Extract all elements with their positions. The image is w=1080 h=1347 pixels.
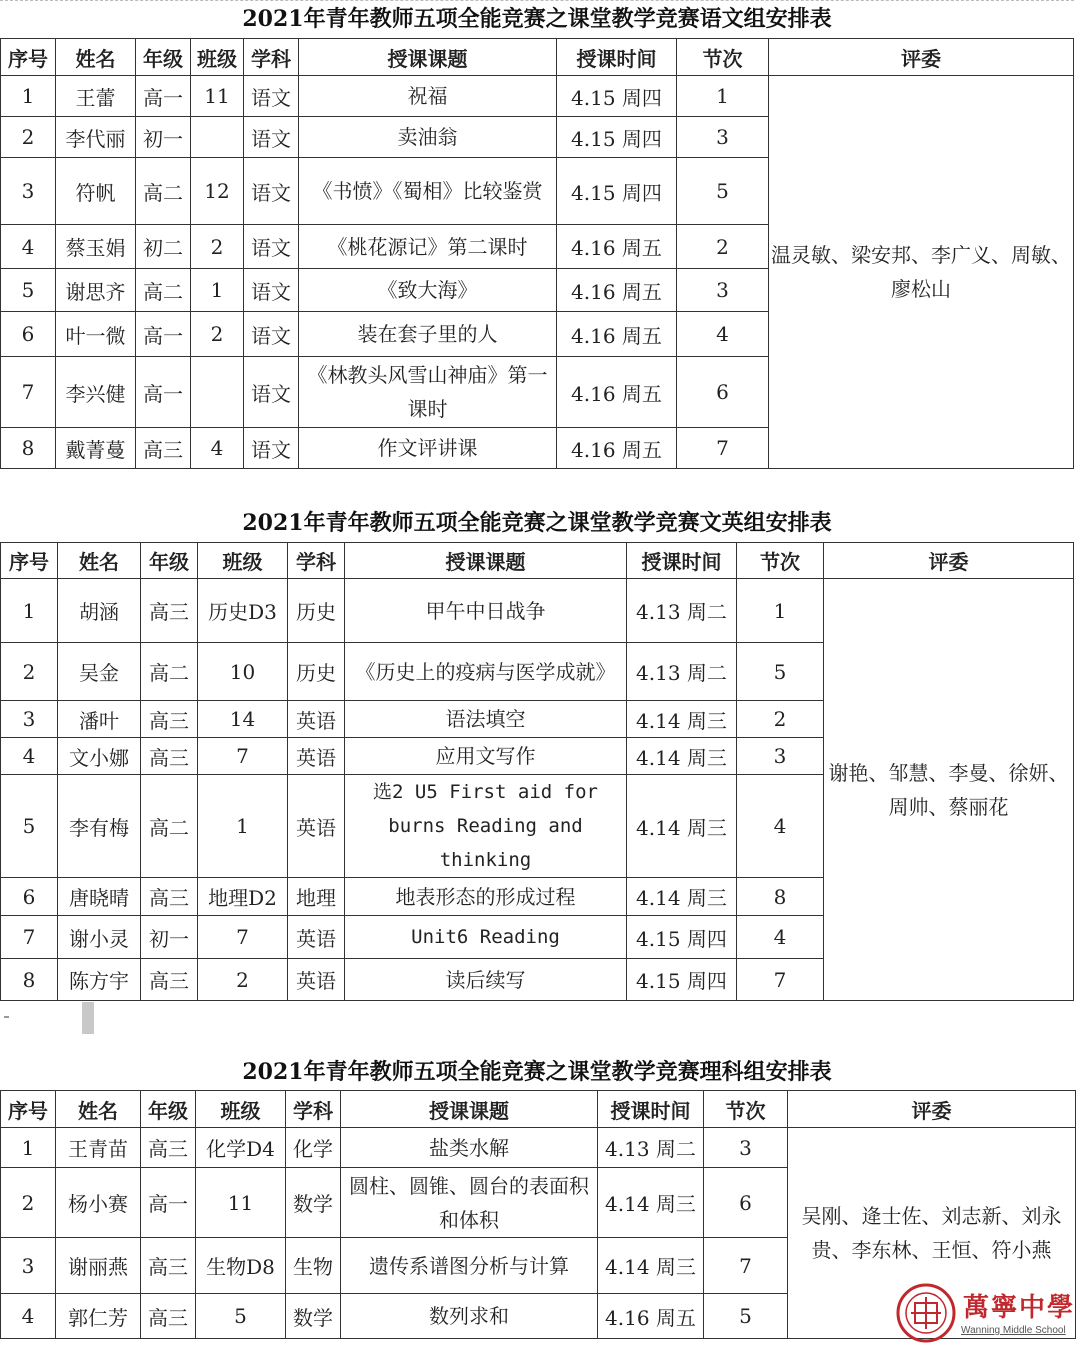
header-row bbox=[1, 543, 1074, 579]
cell-time: 4.14 周三 bbox=[627, 775, 737, 878]
cell-grade: 高二 bbox=[141, 643, 198, 701]
cell-subject: 数学 bbox=[286, 1168, 341, 1238]
header-cell: 节次 bbox=[737, 543, 824, 579]
cell-teacher-name: 蔡玉娟 bbox=[56, 225, 136, 269]
cell-grade: 高一 bbox=[136, 76, 191, 117]
cell-subject: 英语 bbox=[288, 701, 345, 738]
cell-judges: 温灵敏、梁安邦、李广义、周敏、廖松山 bbox=[769, 76, 1074, 469]
cell-period: 5 bbox=[677, 158, 769, 225]
cell-time: 4.16 周五 bbox=[557, 428, 677, 469]
cell-class: 7 bbox=[198, 738, 288, 775]
table-row bbox=[1, 76, 1074, 117]
cell-topic: 《致大海》 bbox=[299, 269, 557, 312]
cell-index: 2 bbox=[1, 1168, 56, 1238]
cell-time: 4.16 周五 bbox=[557, 357, 677, 428]
cell-time: 4.16 周五 bbox=[598, 1294, 704, 1339]
cell-period: 3 bbox=[704, 1128, 788, 1168]
cell-grade: 高三 bbox=[141, 701, 198, 738]
cell-topic: 甲午中日战争 bbox=[345, 579, 627, 643]
header-cell: 学科 bbox=[244, 39, 299, 76]
cell-topic: 作文评讲课 bbox=[299, 428, 557, 469]
cell-teacher-name: 唐晓晴 bbox=[58, 878, 141, 916]
header-cell: 年级 bbox=[141, 543, 198, 579]
header-cell: 序号 bbox=[1, 543, 58, 579]
cell-index: 1 bbox=[1, 579, 58, 643]
cell-grade: 高三 bbox=[141, 738, 198, 775]
cell-period: 1 bbox=[737, 579, 824, 643]
table-title-arts-english: 2021年青年教师五项全能竞赛之课堂教学竞赛文英组安排表 bbox=[242, 510, 832, 536]
header-cell: 序号 bbox=[1, 1091, 56, 1128]
header-cell: 学科 bbox=[288, 543, 345, 579]
cell-topic: 应用文写作 bbox=[345, 738, 627, 775]
cell-index: 7 bbox=[1, 357, 56, 428]
cell-period: 2 bbox=[737, 701, 824, 738]
cell-teacher-name: 郭仁芳 bbox=[56, 1294, 141, 1339]
cell-teacher-name: 李兴健 bbox=[56, 357, 136, 428]
header-cell: 班级 bbox=[198, 543, 288, 579]
cell-class: 10 bbox=[198, 643, 288, 701]
cell-topic: 读后续写 bbox=[345, 959, 627, 1001]
cell-time: 4.16 周五 bbox=[557, 225, 677, 269]
cell-class: 2 bbox=[191, 312, 244, 357]
header-cell: 班级 bbox=[196, 1091, 286, 1128]
cell-period: 3 bbox=[677, 117, 769, 158]
header-cell: 姓名 bbox=[56, 39, 136, 76]
cell-period: 6 bbox=[677, 357, 769, 428]
cell-index: 3 bbox=[1, 1238, 56, 1294]
cell-teacher-name: 杨小赛 bbox=[56, 1168, 141, 1238]
cell-grade: 高三 bbox=[141, 1238, 196, 1294]
page-top-border bbox=[0, 0, 1074, 3]
cell-grade: 高三 bbox=[141, 878, 198, 916]
cell-topic: Unit6 Reading bbox=[345, 916, 627, 959]
cell-subject: 语文 bbox=[244, 117, 299, 158]
cell-subject: 语文 bbox=[244, 158, 299, 225]
header-cell: 节次 bbox=[704, 1091, 788, 1128]
cell-teacher-name: 王蕾 bbox=[56, 76, 136, 117]
cell-subject: 英语 bbox=[288, 959, 345, 1001]
header-cell: 评委 bbox=[788, 1091, 1076, 1128]
schedule-table-arts-english bbox=[0, 542, 1074, 1001]
cell-subject: 英语 bbox=[288, 775, 345, 878]
header-cell: 姓名 bbox=[58, 543, 141, 579]
cell-subject: 语文 bbox=[244, 76, 299, 117]
cell-grade: 高三 bbox=[141, 1128, 196, 1168]
cell-class: 1 bbox=[198, 775, 288, 878]
cell-period: 7 bbox=[737, 959, 824, 1001]
cell-teacher-name: 戴菁蔓 bbox=[56, 428, 136, 469]
cell-grade: 初一 bbox=[141, 916, 198, 959]
cell-period: 8 bbox=[737, 878, 824, 916]
cell-topic: 《书愤》《蜀相》比较鉴赏 bbox=[299, 158, 557, 225]
cell-period: 4 bbox=[737, 916, 824, 959]
cell-grade: 高一 bbox=[136, 357, 191, 428]
cell-class: 1 bbox=[191, 269, 244, 312]
cell-period: 7 bbox=[704, 1238, 788, 1294]
cell-time: 4.13 周二 bbox=[627, 643, 737, 701]
cell-index: 5 bbox=[1, 775, 58, 878]
header-cell: 班级 bbox=[191, 39, 244, 76]
header-row bbox=[1, 39, 1074, 76]
cell-index: 4 bbox=[1, 225, 56, 269]
cell-topic: 卖油翁 bbox=[299, 117, 557, 158]
cell-class: 4 bbox=[191, 428, 244, 469]
cell-index: 7 bbox=[1, 916, 58, 959]
cell-time: 4.14 周三 bbox=[598, 1168, 704, 1238]
cell-time: 4.15 周四 bbox=[627, 959, 737, 1001]
cell-index: 8 bbox=[1, 959, 58, 1001]
cell-subject: 语文 bbox=[244, 225, 299, 269]
cell-index: 3 bbox=[1, 158, 56, 225]
cell-teacher-name: 陈方宇 bbox=[58, 959, 141, 1001]
cell-class: 14 bbox=[198, 701, 288, 738]
cell-index: 4 bbox=[1, 738, 58, 775]
scroll-handle[interactable] bbox=[82, 1002, 94, 1034]
cell-subject: 历史 bbox=[288, 579, 345, 643]
cell-index: 6 bbox=[1, 312, 56, 357]
table-row bbox=[1, 579, 1074, 643]
cell-period: 7 bbox=[677, 428, 769, 469]
cell-teacher-name: 王青苗 bbox=[56, 1128, 141, 1168]
cell-subject: 化学 bbox=[286, 1128, 341, 1168]
cell-judges: 谢艳、邹慧、李曼、徐妍、周帅、蔡丽花 bbox=[824, 579, 1074, 1001]
cell-class bbox=[191, 117, 244, 158]
table-title-chinese: 2021年青年教师五项全能竞赛之课堂教学竞赛语文组安排表 bbox=[242, 6, 832, 32]
table-row bbox=[1, 1128, 1076, 1168]
cell-time: 4.15 周四 bbox=[557, 76, 677, 117]
header-cell: 授课时间 bbox=[557, 39, 677, 76]
header-cell: 授课时间 bbox=[598, 1091, 704, 1128]
cell-period: 3 bbox=[737, 738, 824, 775]
cell-period: 5 bbox=[704, 1294, 788, 1339]
header-cell: 评委 bbox=[769, 39, 1074, 76]
header-cell: 姓名 bbox=[56, 1091, 141, 1128]
cell-index: 1 bbox=[1, 76, 56, 117]
cell-time: 4.15 周四 bbox=[557, 158, 677, 225]
header-cell: 学科 bbox=[286, 1091, 341, 1128]
cell-subject: 生物 bbox=[286, 1238, 341, 1294]
cell-index: 5 bbox=[1, 269, 56, 312]
cell-class bbox=[191, 357, 244, 428]
cell-time: 4.16 周五 bbox=[557, 312, 677, 357]
school-logo-subtext: Wanning Middle School bbox=[961, 1325, 1066, 1336]
cell-period: 4 bbox=[737, 775, 824, 878]
cell-topic: 祝福 bbox=[299, 76, 557, 117]
school-logo-text: 萬寧中學 bbox=[963, 1293, 1076, 1323]
cell-teacher-name: 李有梅 bbox=[58, 775, 141, 878]
cell-class: 生物D8 bbox=[196, 1238, 286, 1294]
cell-subject: 语文 bbox=[244, 269, 299, 312]
cell-time: 4.13 周二 bbox=[598, 1128, 704, 1168]
cell-index: 1 bbox=[1, 1128, 56, 1168]
cell-grade: 高三 bbox=[141, 959, 198, 1001]
cell-period: 3 bbox=[677, 269, 769, 312]
cell-grade: 高二 bbox=[136, 269, 191, 312]
cell-period: 4 bbox=[677, 312, 769, 357]
cell-time: 4.13 周二 bbox=[627, 579, 737, 643]
cell-time: 4.14 周三 bbox=[627, 878, 737, 916]
cell-topic: 数列求和 bbox=[341, 1294, 598, 1339]
cell-judges: 吴刚、逄士佐、刘志新、刘永贵、李东林、王恒、符小燕 bbox=[788, 1128, 1076, 1339]
cell-class: 12 bbox=[191, 158, 244, 225]
header-cell: 授课课题 bbox=[341, 1091, 598, 1128]
cell-subject: 数学 bbox=[286, 1294, 341, 1339]
cell-topic: 遗传系谱图分析与计算 bbox=[341, 1238, 598, 1294]
cell-topic: 语法填空 bbox=[345, 701, 627, 738]
cell-class: 2 bbox=[198, 959, 288, 1001]
cell-subject: 地理 bbox=[288, 878, 345, 916]
cell-grade: 高一 bbox=[141, 1168, 196, 1238]
cell-subject: 英语 bbox=[288, 738, 345, 775]
cell-class: 11 bbox=[191, 76, 244, 117]
cell-grade: 高三 bbox=[141, 579, 198, 643]
cell-grade: 高一 bbox=[136, 312, 191, 357]
cell-class: 11 bbox=[196, 1168, 286, 1238]
cell-teacher-name: 符帆 bbox=[56, 158, 136, 225]
separator-mark bbox=[4, 1016, 9, 1018]
cell-teacher-name: 潘叶 bbox=[58, 701, 141, 738]
cell-teacher-name: 叶一微 bbox=[56, 312, 136, 357]
cell-topic: 盐类水解 bbox=[341, 1128, 598, 1168]
header-cell: 序号 bbox=[1, 39, 56, 76]
cell-grade: 高二 bbox=[141, 775, 198, 878]
cell-grade: 高三 bbox=[136, 428, 191, 469]
cell-index: 3 bbox=[1, 701, 58, 738]
school-logo bbox=[893, 1283, 1077, 1343]
cell-teacher-name: 谢思齐 bbox=[56, 269, 136, 312]
header-cell: 评委 bbox=[824, 543, 1074, 579]
table-title-science: 2021年青年教师五项全能竞赛之课堂教学竞赛理科组安排表 bbox=[242, 1059, 832, 1085]
cell-teacher-name: 胡涵 bbox=[58, 579, 141, 643]
cell-period: 6 bbox=[704, 1168, 788, 1238]
cell-class: 地理D2 bbox=[198, 878, 288, 916]
cell-subject: 英语 bbox=[288, 916, 345, 959]
cell-class: 历史D3 bbox=[198, 579, 288, 643]
cell-topic: 选2 U5 First aid for burns Reading and thinking bbox=[345, 775, 627, 878]
cell-topic: 地表形态的形成过程 bbox=[345, 878, 627, 916]
cell-grade: 高三 bbox=[141, 1294, 196, 1339]
header-cell: 授课时间 bbox=[627, 543, 737, 579]
cell-index: 2 bbox=[1, 643, 58, 701]
cell-class: 化学D4 bbox=[196, 1128, 286, 1168]
cell-teacher-name: 吴金 bbox=[58, 643, 141, 701]
cell-subject: 语文 bbox=[244, 312, 299, 357]
cell-teacher-name: 文小娜 bbox=[58, 738, 141, 775]
cell-subject: 语文 bbox=[244, 428, 299, 469]
header-row bbox=[1, 1091, 1076, 1128]
header-cell: 节次 bbox=[677, 39, 769, 76]
cell-period: 1 bbox=[677, 76, 769, 117]
cell-time: 4.14 周三 bbox=[598, 1238, 704, 1294]
cell-time: 4.14 周三 bbox=[627, 701, 737, 738]
cell-index: 2 bbox=[1, 117, 56, 158]
cell-time: 4.15 周四 bbox=[627, 916, 737, 959]
header-cell: 年级 bbox=[136, 39, 191, 76]
cell-index: 8 bbox=[1, 428, 56, 469]
cell-teacher-name: 谢丽燕 bbox=[56, 1238, 141, 1294]
cell-index: 4 bbox=[1, 1294, 56, 1339]
cell-topic: 圆柱、圆锥、圆台的表面积和体积 bbox=[341, 1168, 598, 1238]
cell-period: 5 bbox=[737, 643, 824, 701]
cell-class: 7 bbox=[198, 916, 288, 959]
school-seal-icon bbox=[893, 1283, 959, 1343]
cell-topic: 《历史上的疫病与医学成就》 bbox=[345, 643, 627, 701]
cell-topic: 《桃花源记》第二课时 bbox=[299, 225, 557, 269]
cell-class: 5 bbox=[196, 1294, 286, 1339]
cell-period: 2 bbox=[677, 225, 769, 269]
header-cell: 年级 bbox=[141, 1091, 196, 1128]
cell-topic: 《林教头风雪山神庙》第一课时 bbox=[299, 357, 557, 428]
cell-teacher-name: 李代丽 bbox=[56, 117, 136, 158]
cell-grade: 高二 bbox=[136, 158, 191, 225]
cell-class: 2 bbox=[191, 225, 244, 269]
cell-grade: 初二 bbox=[136, 225, 191, 269]
header-cell: 授课课题 bbox=[299, 39, 557, 76]
cell-grade: 初一 bbox=[136, 117, 191, 158]
cell-time: 4.14 周三 bbox=[627, 738, 737, 775]
header-cell: 授课课题 bbox=[345, 543, 627, 579]
cell-time: 4.15 周四 bbox=[557, 117, 677, 158]
cell-topic: 装在套子里的人 bbox=[299, 312, 557, 357]
cell-index: 6 bbox=[1, 878, 58, 916]
cell-subject: 语文 bbox=[244, 357, 299, 428]
cell-subject: 历史 bbox=[288, 643, 345, 701]
schedule-table-chinese bbox=[0, 38, 1074, 469]
cell-teacher-name: 谢小灵 bbox=[58, 916, 141, 959]
cell-time: 4.16 周五 bbox=[557, 269, 677, 312]
